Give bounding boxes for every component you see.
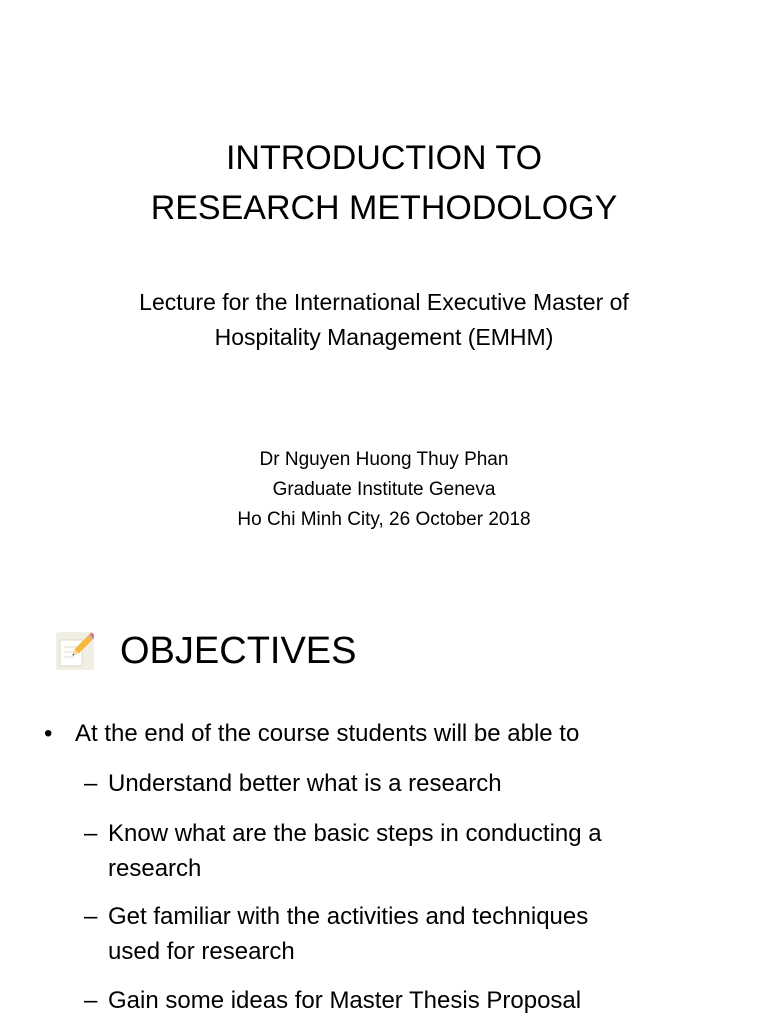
objective-text-line: research <box>108 855 202 882</box>
objective-text-line: Get familiar with the activities and techniques <box>108 903 589 930</box>
objective-text-line: used for research <box>108 938 295 965</box>
objective-text: Gain some ideas for Master Thesis Proposal <box>108 987 582 1014</box>
slide-title-line-2: RESEARCH METHODOLOGY <box>150 189 618 227</box>
objective-text-line: Know what are the basic steps in conducting a <box>108 820 602 847</box>
pencil-icon <box>56 632 94 670</box>
bullet-text: At the end of the course students will be able to <box>75 720 580 747</box>
author-name: Dr Nguyen Huong Thuy Phan <box>259 449 509 470</box>
slide-subtitle-line-1: Lecture for the International Executive Master of <box>139 289 629 315</box>
slide-subtitle-line-2: Hospitality Management (EMHM) <box>214 324 554 350</box>
objective-text <box>108 816 602 886</box>
dash-marker: – <box>84 903 98 930</box>
objectives-slide <box>0 590 768 1024</box>
slide-title-line-1: INTRODUCTION TO <box>225 139 543 177</box>
objectives-heading: OBJECTIVES <box>120 630 357 672</box>
dash-marker: – <box>84 770 98 797</box>
bullet-marker: • <box>44 720 53 747</box>
dash-marker: – <box>84 820 98 847</box>
objective-text: Understand better what is a research <box>108 770 502 797</box>
objective-text <box>108 899 588 969</box>
dash-marker: – <box>84 987 98 1014</box>
author-affiliation: Graduate Institute Geneva <box>272 479 496 500</box>
lecture-place-date: Ho Chi Minh City, 26 October 2018 <box>237 509 531 530</box>
